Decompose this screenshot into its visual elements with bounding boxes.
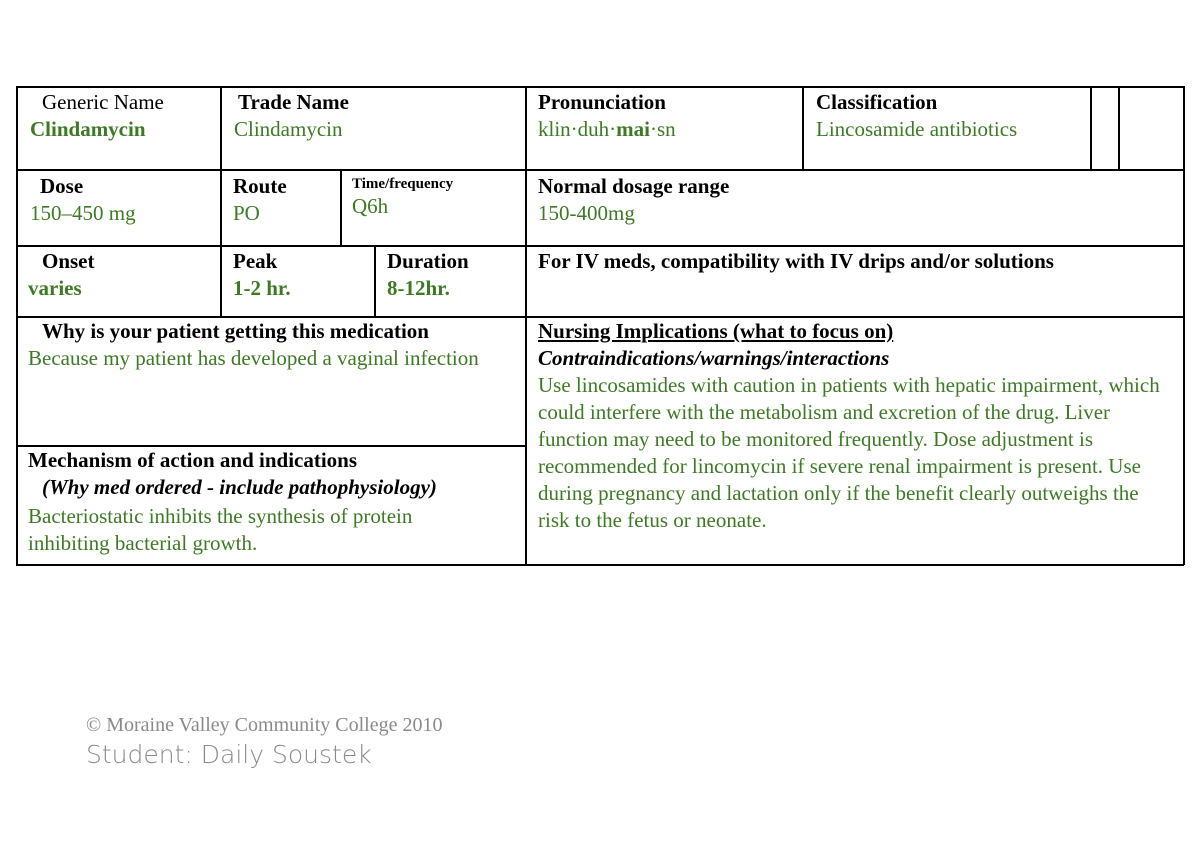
trade-name-value: Clindamycin — [234, 117, 343, 141]
nursing-implications-label: Nursing Implications (what to focus on) — [538, 319, 894, 343]
duration-value: 8-12hr. — [387, 276, 450, 300]
student-name: Student: Daily Soustek — [86, 740, 372, 769]
peak-value: 1-2 hr. — [233, 276, 291, 300]
time-frequency-value: Q6h — [352, 194, 389, 218]
peak-label: Peak — [233, 249, 278, 273]
classification-label: Classification — [816, 90, 938, 114]
mechanism-value: Bacteriostatic inhibits the synthesis of protein inhibiting bacterial growth. — [28, 504, 413, 555]
why-getting-label: Why is your patient getting this medication — [42, 319, 429, 343]
nursing-implications-value: Use lincosamides with caution in patients with hepatic impairment, which could interfere with the metabolism and excretion of the drug. Liver function may need to be monitored frequently. Dose adjustment is recommended for lincomycin if severe renal impairment is present. Use during pregnancy and lactation only if the benefit clearly outweighs the risk to the fetus or neonate. — [538, 373, 1160, 532]
onset-label: Onset — [42, 249, 95, 273]
route-value: PO — [233, 201, 260, 225]
dose-value: 150–450 mg — [30, 201, 136, 225]
generic-name-value: Clindamycin — [30, 117, 146, 141]
pronunciation-label: Pronunciation — [538, 90, 666, 114]
time-frequency-label: Time/frequency — [352, 176, 454, 192]
pronunciation-value: klin·duh·mai·sn — [538, 117, 676, 141]
mechanism-sublabel: (Why med ordered - include pathophysiology) — [42, 475, 437, 499]
classification-value: Lincosamide antibiotics — [816, 117, 1018, 141]
generic-name-label: Generic Name — [42, 90, 164, 114]
iv-compatibility-label: For IV meds, compatibility with IV drips and/or solutions — [538, 249, 1054, 273]
duration-label: Duration — [387, 249, 469, 273]
why-getting-value: Because my patient has developed a vaginal infection — [28, 346, 479, 370]
onset-value: varies — [28, 276, 82, 300]
normal-dosage-range-value: 150-400mg — [538, 201, 635, 225]
dose-label: Dose — [40, 174, 84, 198]
mechanism-label: Mechanism of action and indications — [28, 448, 358, 472]
trade-name-label: Trade Name — [238, 90, 349, 114]
copyright-text: © Moraine Valley Community College 2010 — [86, 714, 443, 736]
normal-dosage-range-label: Normal dosage range — [538, 174, 730, 198]
route-label: Route — [233, 174, 287, 198]
nursing-implications-sublabel: Contraindications/warnings/interactions — [538, 346, 890, 370]
